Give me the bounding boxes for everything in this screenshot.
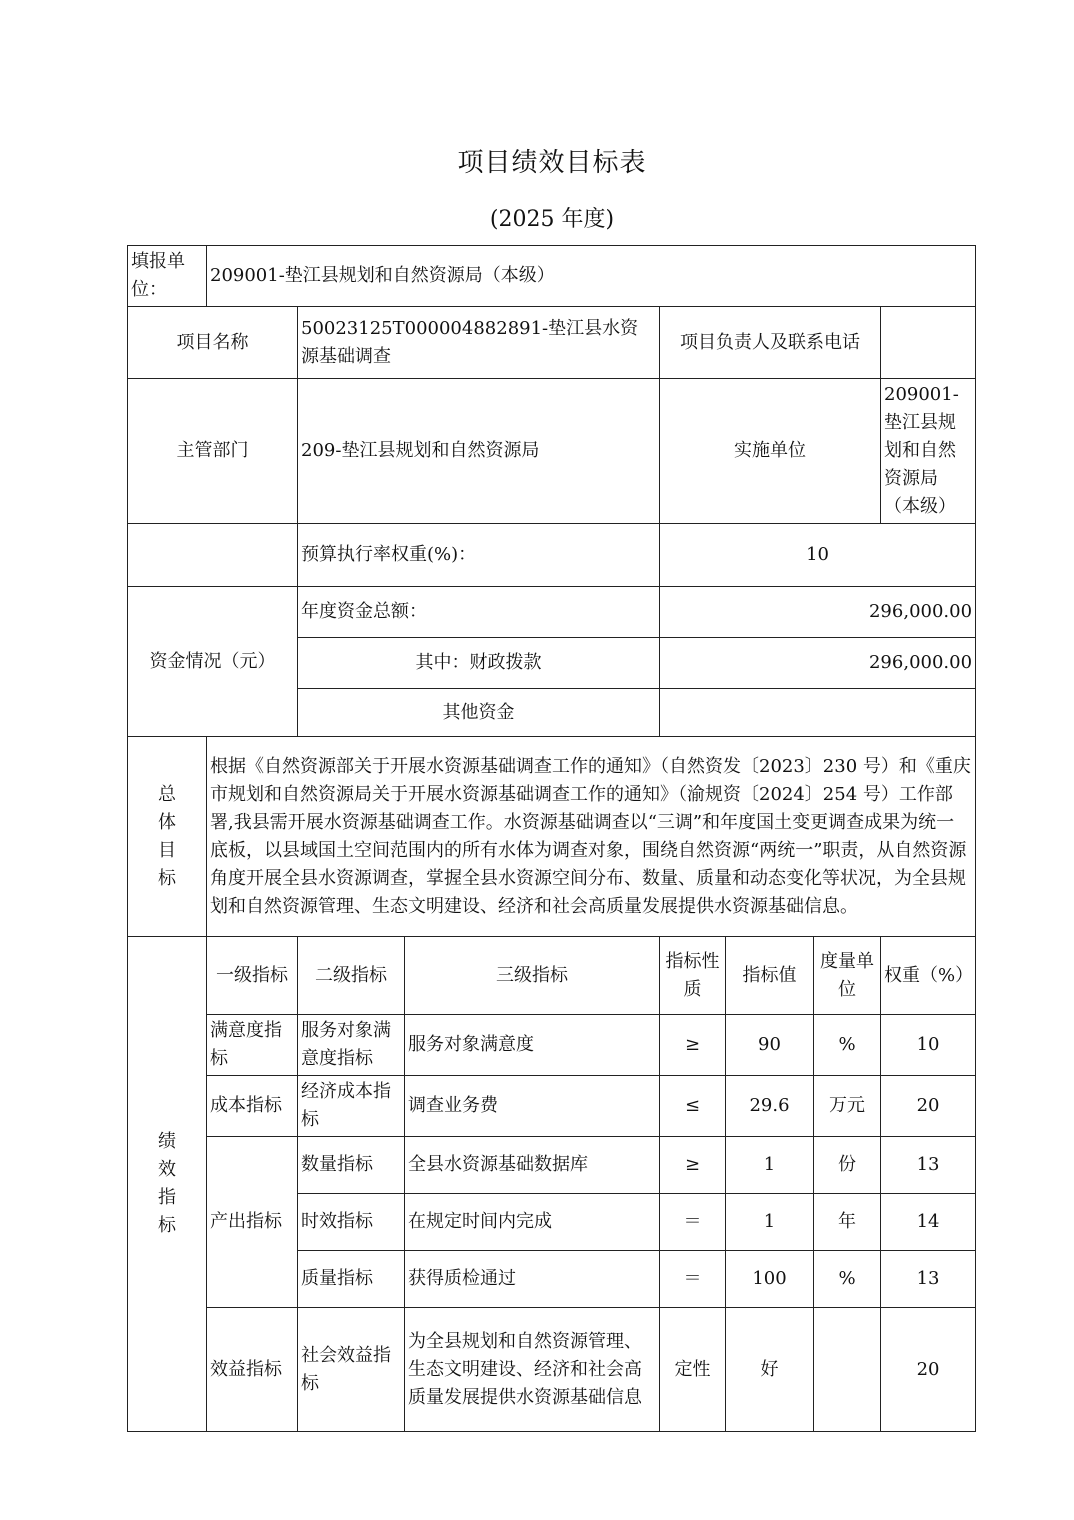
cell-nature: ≥ — [660, 1137, 726, 1194]
goal-row — [128, 737, 976, 937]
goal-label — [128, 737, 207, 937]
cell-weight: 20 — [881, 1308, 976, 1432]
unit-label: 填报单位： — [128, 246, 207, 307]
goal-label-char: 体 — [158, 811, 176, 833]
cell-nature: ≤ — [660, 1076, 726, 1137]
project-row — [128, 307, 976, 379]
funds-other-value — [660, 689, 976, 737]
budget-weight-value: 10 — [660, 524, 976, 587]
department-label: 主管部门 — [128, 379, 298, 524]
header-level2: 二级指标 — [298, 937, 405, 1015]
funds-total-label: 年度资金总额： — [298, 587, 660, 638]
header-unit: 度量单位 — [814, 937, 881, 1015]
implementer-value: 209001-垫江县规划和自然资源局（本级） — [881, 379, 976, 524]
cell-weight: 20 — [881, 1076, 976, 1137]
cell-level1: 满意度指标 — [207, 1015, 298, 1076]
cell-level3: 调查业务费 — [405, 1076, 660, 1137]
department-row — [128, 379, 976, 524]
cell-weight: 13 — [881, 1137, 976, 1194]
project-contact-label: 项目负责人及联系电话 — [660, 307, 881, 379]
cell-level2: 时效指标 — [298, 1194, 405, 1251]
cell-level3: 全县水资源基础数据库 — [405, 1137, 660, 1194]
page-subtitle: (2025 年度) — [489, 207, 615, 232]
funds-other-label: 其他资金 — [298, 689, 660, 737]
cell-weight: 13 — [881, 1251, 976, 1308]
cell-level3: 获得质检通过 — [405, 1251, 660, 1308]
cell-level1: 产出指标 — [207, 1137, 298, 1308]
performance-target-table — [127, 245, 976, 1432]
cell-value: 1 — [726, 1137, 814, 1194]
cell-level2: 质量指标 — [298, 1251, 405, 1308]
budget-weight-label: 预算执行率权重(%)： — [298, 524, 660, 587]
cell-level2: 服务对象满意度指标 — [298, 1015, 405, 1076]
indicators-label-char: 绩 — [158, 1131, 176, 1152]
indicator-header-row — [128, 937, 976, 1015]
header-nature: 指标性质 — [660, 937, 726, 1015]
implementer-label: 实施单位 — [660, 379, 881, 524]
cell-unit: % — [814, 1251, 881, 1308]
funds-total-value: 296,000.00 — [660, 587, 976, 638]
table-row — [128, 1308, 976, 1432]
cell-value: 90 — [726, 1015, 814, 1076]
cell-nature: ≥ — [660, 1015, 726, 1076]
funds-total-row — [128, 587, 976, 638]
indicators-label-char: 指 — [158, 1187, 176, 1208]
header-level1: 一级指标 — [207, 937, 298, 1015]
funds-fiscal-label: 其中：财政拨款 — [298, 638, 660, 689]
cell-level2: 经济成本指标 — [298, 1076, 405, 1137]
cell-level1: 成本指标 — [207, 1076, 298, 1137]
cell-value: 好 — [726, 1308, 814, 1432]
cell-nature: 定性 — [660, 1308, 726, 1432]
cell-level3: 为全县规划和自然资源管理、生态文明建设、经济和社会高质量发展提供水资源基础信息 — [405, 1308, 660, 1432]
cell-weight: 14 — [881, 1194, 976, 1251]
goal-label-char: 总 — [158, 783, 176, 805]
cell-unit: % — [814, 1015, 881, 1076]
cell-level1: 效益指标 — [207, 1308, 298, 1432]
cell-unit — [814, 1308, 881, 1432]
cell-value: 100 — [726, 1251, 814, 1308]
header-value: 指标值 — [726, 937, 814, 1015]
budget-row — [128, 524, 976, 587]
header-level3: 三级指标 — [405, 937, 660, 1015]
table-row — [128, 1076, 976, 1137]
project-name-label: 项目名称 — [128, 307, 298, 379]
project-contact-value — [881, 307, 976, 379]
cell-value: 29.6 — [726, 1076, 814, 1137]
cell-value: 1 — [726, 1194, 814, 1251]
cell-level3: 服务对象满意度 — [405, 1015, 660, 1076]
cell-level2: 数量指标 — [298, 1137, 405, 1194]
unit-value: 209001-垫江县规划和自然资源局（本级） — [207, 246, 976, 307]
goal-label-char: 目 — [158, 839, 176, 861]
page-title: 项目绩效目标表 — [457, 148, 647, 178]
table-row — [128, 1015, 976, 1076]
project-name-value: 50023125T000004882891-垫江县水资源基础调查 — [298, 307, 660, 379]
header-weight: 权重（%） — [881, 937, 976, 1015]
goal-label-char: 标 — [158, 867, 176, 889]
cell-weight: 10 — [881, 1015, 976, 1076]
funds-label: 资金情况（元） — [128, 587, 298, 737]
cell-unit: 份 — [814, 1137, 881, 1194]
cell-nature: ＝ — [660, 1251, 726, 1308]
funds-fiscal-value: 296,000.00 — [660, 638, 976, 689]
unit-row — [128, 246, 976, 307]
goal-text: 根据《自然资源部关于开展水资源基础调查工作的通知》（自然资发〔2023〕230 号）和《重庆市规划和自然资源局关于开展水资源基础调查工作的通知》（渝规资〔2024〕254 号）工作部署,我县需开展水资源基础调查工作。水资源基础调查以“三调”和年度国土变更调查成果为统一底板，以县域国土空间范围内的所有水体为调查对象，围绕自然资源“两统一”职责，从自然资源角度开展全县水资源调查，掌握全县水资源空间分布、数量、质量和动态变化等状况，为全县规划和自然资源管理、生态文明建设、经济和社会高质量发展提供水资源基础信息。 — [207, 737, 976, 937]
indicators-label — [128, 937, 207, 1432]
cell-unit: 年 — [814, 1194, 881, 1251]
indicators-label-char: 效 — [158, 1159, 176, 1180]
cell-unit: 万元 — [814, 1076, 881, 1137]
cell-level3: 在规定时间内完成 — [405, 1194, 660, 1251]
cell-nature: ＝ — [660, 1194, 726, 1251]
table-row — [128, 1137, 976, 1194]
department-value: 209-垫江县规划和自然资源局 — [298, 379, 660, 524]
indicators-label-char: 标 — [158, 1215, 176, 1236]
cell-level2: 社会效益指标 — [298, 1308, 405, 1432]
